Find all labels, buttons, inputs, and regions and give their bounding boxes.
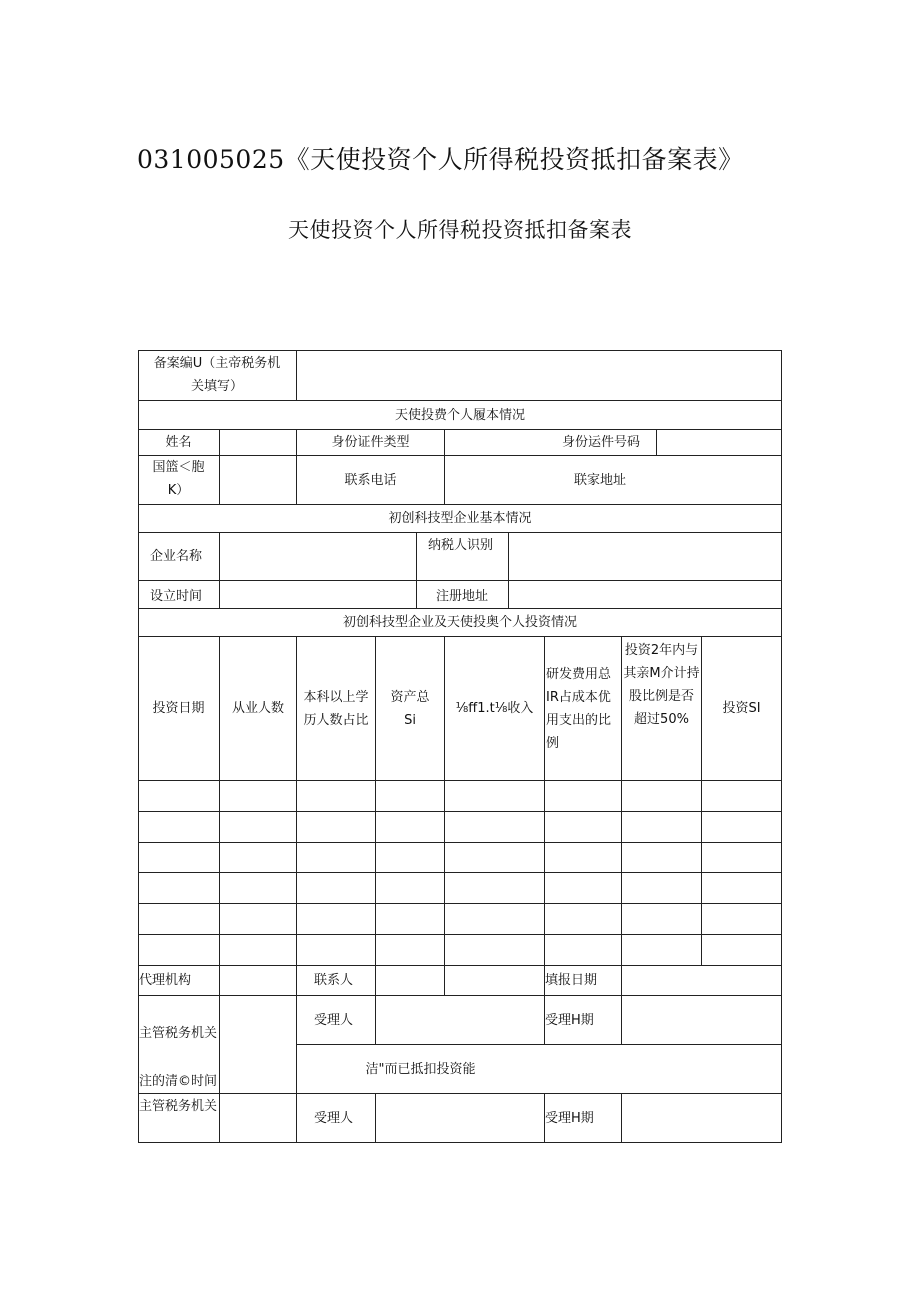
contact-address-input[interactable] (657, 456, 781, 504)
cancellation-time-input[interactable] (220, 1045, 296, 1093)
nationality-label-line1: 国篮＜胞 (152, 460, 205, 475)
col-header-degree-ratio (297, 637, 375, 780)
taxpayer-id-input[interactable] (509, 533, 781, 580)
col-header-total-assets-line1: 资产总 (390, 689, 430, 705)
cancellation-time-label: 注的清©时间 (139, 1074, 218, 1089)
id-type-label: 身份证件类型 (331, 435, 410, 450)
col-header-rnd-ratio (545, 637, 621, 780)
contact-person-label: 联系人 (314, 973, 354, 988)
contact-address-label: 联家地址 (574, 472, 627, 488)
fill-date-input[interactable] (622, 966, 781, 995)
col-header-total-assets-line2: Si (404, 712, 416, 728)
col-header-rnd-ratio-line3: 用支出的比 (546, 712, 612, 728)
filing-form-table (138, 350, 782, 1143)
contact-person-input[interactable] (376, 966, 544, 995)
receiver-input-2[interactable] (376, 1094, 544, 1142)
registered-address-label: 注册地址 (436, 588, 489, 604)
taxpayer-id-label: 纳税人识别 (428, 538, 494, 553)
id-type-input[interactable] (445, 430, 545, 455)
nationality-input[interactable] (220, 456, 296, 504)
record-number-input[interactable] (297, 351, 781, 400)
table-row[interactable] (139, 904, 781, 934)
document-heading: 031005025《天使投资个人所得税投资抵扣备案表》 (137, 145, 744, 174)
nationality-label (138, 456, 219, 504)
table-border-right (781, 350, 782, 1143)
registered-address-input[interactable] (509, 581, 781, 608)
col-header-rnd-ratio-line4: 例 (546, 735, 560, 751)
deducted-amount-label: 洁"而已抵扣投资能 (365, 1061, 476, 1077)
col-header-rnd-ratio-line1: 研发费用总 (546, 666, 612, 682)
col-header-investment-amount: 投资SI (722, 701, 761, 716)
tax-authority-input-2[interactable] (220, 1094, 296, 1142)
table-row[interactable] (139, 843, 781, 872)
col-header-shareholding-line1: 投资2年内与 (624, 643, 699, 658)
receive-date-label: 受理H期 (545, 1012, 594, 1028)
col-header-staff-count: 从业人数 (231, 701, 284, 716)
established-date-input[interactable] (220, 581, 416, 608)
table-row[interactable] (139, 873, 781, 903)
company-name-input[interactable] (220, 533, 416, 580)
phone-input[interactable] (445, 456, 545, 504)
receiver-input[interactable] (376, 996, 544, 1044)
col-header-degree-ratio-line2: 历人数占比 (303, 712, 369, 728)
col-header-degree-ratio-line1: 本科以上学 (303, 689, 369, 705)
col-header-shareholding-line3: 股比例是否 (628, 689, 694, 704)
record-number-label (138, 350, 296, 400)
phone-label: 联系电话 (344, 472, 397, 488)
table-row[interactable] (139, 781, 781, 811)
record-number-label-line1: 备案编U（主帝税务机 (153, 356, 281, 371)
tax-authority-label-2: 主管税务机关 (139, 1099, 218, 1114)
tax-authority-input[interactable] (220, 996, 296, 1044)
section-investor-basic: 天使投费个人履本情况 (394, 407, 525, 423)
company-name-label: 企业名称 (150, 549, 203, 564)
id-number-input[interactable] (657, 430, 781, 455)
col-header-shareholding-line2: 其亲M介计持 (623, 666, 700, 681)
table-row[interactable] (139, 812, 781, 842)
col-header-shareholding (622, 637, 701, 780)
receiver-label: 受理人 (314, 1012, 354, 1028)
agency-label: 代理机构 (139, 973, 192, 988)
established-date-label: 设立时间 (150, 588, 203, 604)
receive-date-input-2[interactable] (622, 1094, 781, 1142)
name-input[interactable] (220, 430, 296, 455)
section-company-basic: 初创科技型企业基本情况 (388, 511, 532, 526)
col-header-shareholding-line4: 超过50% (634, 712, 689, 727)
deducted-amount-input[interactable] (545, 1045, 781, 1093)
col-rule (416, 532, 417, 609)
receive-date-label-2: 受理H期 (545, 1110, 594, 1126)
agency-input[interactable] (220, 966, 296, 995)
col-header-total-assets (376, 637, 444, 780)
fill-date-label: 填报日期 (545, 973, 598, 988)
receiver-label-2: 受理人 (314, 1110, 354, 1126)
tax-authority-label: 主管税务机关 (139, 1026, 218, 1041)
id-number-label: 身份运件号码 (562, 435, 641, 450)
table-border-bottom (138, 1142, 782, 1143)
section-investment: 初创科技型企业及天使投奥个人投资情况 (342, 615, 577, 630)
col-header-rnd-ratio-line2: IR占成本优 (546, 689, 611, 705)
record-number-label-line2: 关填写） (190, 379, 243, 394)
form-title: 天使投资个人所得税投资抵扣备案表 (288, 218, 632, 242)
col-header-investment-date: 投资日期 (152, 701, 205, 716)
table-row[interactable] (139, 935, 781, 965)
name-label: 姓名 (165, 435, 192, 450)
receive-date-input[interactable] (622, 996, 781, 1044)
col-header-annual-income: ⅛ff1.t⅛收入 (455, 701, 534, 716)
nationality-label-line2: K） (167, 483, 190, 498)
